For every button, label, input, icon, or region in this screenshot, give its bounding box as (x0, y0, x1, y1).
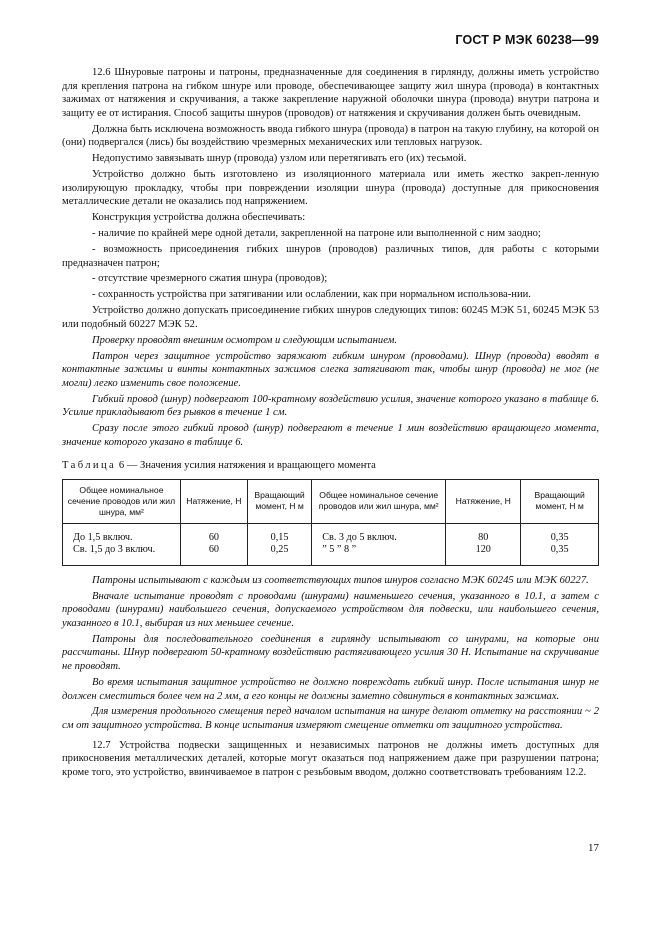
paragraph: Устройство должно допускать присоединение гибких шнуров следующих типов: 60245 МЭК 51, 60245 МЭК 53 или подобный 60227 МЭК 52. (62, 305, 599, 330)
cell-line: 60 (208, 544, 219, 556)
list-item: - отсутствие чрезмерного сжатия шнура (проводов); (92, 273, 328, 285)
cell-line: 0,15 (270, 531, 289, 543)
table-caption (62, 459, 599, 473)
cell-line: До 1,5 включ. (73, 531, 133, 543)
list-item: - наличие по крайней мере одной детали, закрепленной на патроне или выполненной с ним заодно; (92, 228, 541, 240)
test-paragraph: Проверку проводят внешним осмотром и следующим испытанием. (92, 334, 398, 346)
document-body (62, 66, 599, 782)
cell-line: 80 (478, 531, 489, 543)
cell-line: 0,35 (550, 544, 569, 556)
header-torque: Вращающий момент, Н м (521, 479, 599, 523)
list-item: - сохранность устройства при затягивании или ослаблении, как при нормальном использова-нии. (92, 289, 531, 301)
list-item: - возможность присоединения гибких шнуров (проводов) различных типов, для работы с которыми предназначен патрон; (62, 243, 599, 269)
cell-line: 0,25 (270, 544, 289, 556)
test-paragraph: Сразу после этого гибкий провод (шнур) подвергают в течение 1 мин воздействию вращающего момента, значение которого указано в таблице 6. (62, 423, 599, 448)
header-section: Общее номинальное сечение проводов или жил шнура, мм² (312, 479, 446, 523)
table-row (63, 523, 599, 565)
header-torque: Вращающий момент, Н м (247, 479, 311, 523)
header-tension: Натяжение, Н (180, 479, 247, 523)
test-paragraph: Вначале испытание проводят с проводами (шнурами) наименьшего сечения, указанного в 10.1, а затем с проводами (шнурами) наибольшего сечения, допускаемого устройством для подвески, или наибольшего сечения, указанного в 10.1, выбирая из них меньшее сечение. (62, 590, 599, 629)
table-6 (62, 479, 599, 566)
table-header-row (63, 479, 599, 523)
paragraph: Должна быть исключена возможность ввода гибкого шнура (провода) в патрон на такую глубину, на которой он (они) подвергался (лись) бы воздействию чрезмерных механических или тепловых нагрузок. (62, 123, 599, 149)
test-paragraph: Во время испытания защитное устройство не должно повреждать гибкий шнур. После испытания шнур не должен сместиться более чем на 2 мм, а его концы не должны заметно сдвинуться в контактных зажимах. (62, 676, 599, 702)
cell-line: 120 (475, 544, 491, 556)
page-number: 17 (588, 842, 599, 854)
test-paragraph: Патрон через защитное устройство заряжают гибким шнуром (проводами). Шнур (провода) вводят в контактные зажимы и винты контактных зажимов слегка затягивают так, чтобы шнур (провода) не мог (не могли) легко изменить свое положение. (62, 350, 599, 389)
cell-line: Св. 3 до 5 включ. (322, 531, 397, 543)
header-tension: Натяжение, Н (446, 479, 521, 523)
paragraph: Устройство должно быть изготовлено из изоляционного материала или иметь жестко закреп-ленную изолирующую прокладку, чтобы при повреждении изоляции шнура (провода) доступные для прикосновения металлические детали не оказались под напряжением. (62, 169, 599, 208)
cell-line: ” 5 ” 8 ” (322, 544, 357, 556)
paragraph-12-6: 12.6 Шнуровые патроны и патроны, предназначенные для соединения в гирлянду, должны иметь устройство для крепления патрона на гибком шнуре или проводе, обеспечивающее защиту жил шнура (провода) в контактных зажимах от натяжения и скручивания, а также закрепление наружной оболочки шнура (провода) внутри патрона и защиту ее от истирания. Способ защиты шнуров (проводов) от натяжения и скручивания должен быть очевидным. (62, 67, 599, 119)
table-cell (312, 523, 446, 565)
cell-line: 60 (208, 531, 219, 543)
test-paragraph: Для измерения продольного смещения перед началом испытания на шнуре делают отметку на расстоянии ~ 2 см от защитного устройства. В конце испытания измеряют смещение отметки от защитного устройства. (62, 706, 599, 732)
table-caption-text: 6 — Значения усилия натяжения и вращающего момента (118, 460, 376, 472)
test-paragraph: Патроны для последовательного соединения в гирлянду испытывают со шнурами, на которые они рассчитаны. Шнур подвергают 50-кратному воздействию растягивающего усилия 30 Н. Испытание на скручивание не проводят. (62, 633, 599, 673)
test-paragraph: Гибкий провод (шнур) подвергают 100-кратному воздействию усилия, значение которого указано в таблице 6. Усилие прикладывают без рывков в течение 1 см. (62, 393, 599, 419)
paragraph: Недопустимо завязывать шнур (провода) узлом или перетягивать его (их) тесьмой. (92, 153, 467, 165)
paragraph-12-7: 12.7 Устройства подвески защищенных и независимых патронов не должны иметь доступных для прикосновения металлических деталей, которые могут оказаться под напряжением даже при разрушении патрона; кроме того, это устройство, ввинчиваемое в патрон с резьбовым вводом, должно соответствовать требованиям 12.2. (62, 739, 599, 778)
cell-line: 0,35 (550, 531, 569, 543)
standard-header: ГОСТ Р МЭК 60238—99 (455, 33, 599, 47)
table-cell (521, 523, 599, 565)
table-cell (180, 523, 247, 565)
table-cell (247, 523, 311, 565)
table-cell (63, 523, 181, 565)
table-cell (446, 523, 521, 565)
header-section: Общее номинальное сечение проводов или жил шнура, мм² (63, 479, 181, 523)
table-caption-word: Таблица (62, 460, 117, 472)
paragraph: Конструкция устройства должна обеспечивать: (92, 212, 306, 224)
test-paragraph: Патроны испытывают с каждым из соответствующих типов шнуров согласно МЭК 60245 или МЭК 60227. (92, 574, 589, 586)
cell-line: Св. 1,5 до 3 включ. (73, 544, 156, 556)
